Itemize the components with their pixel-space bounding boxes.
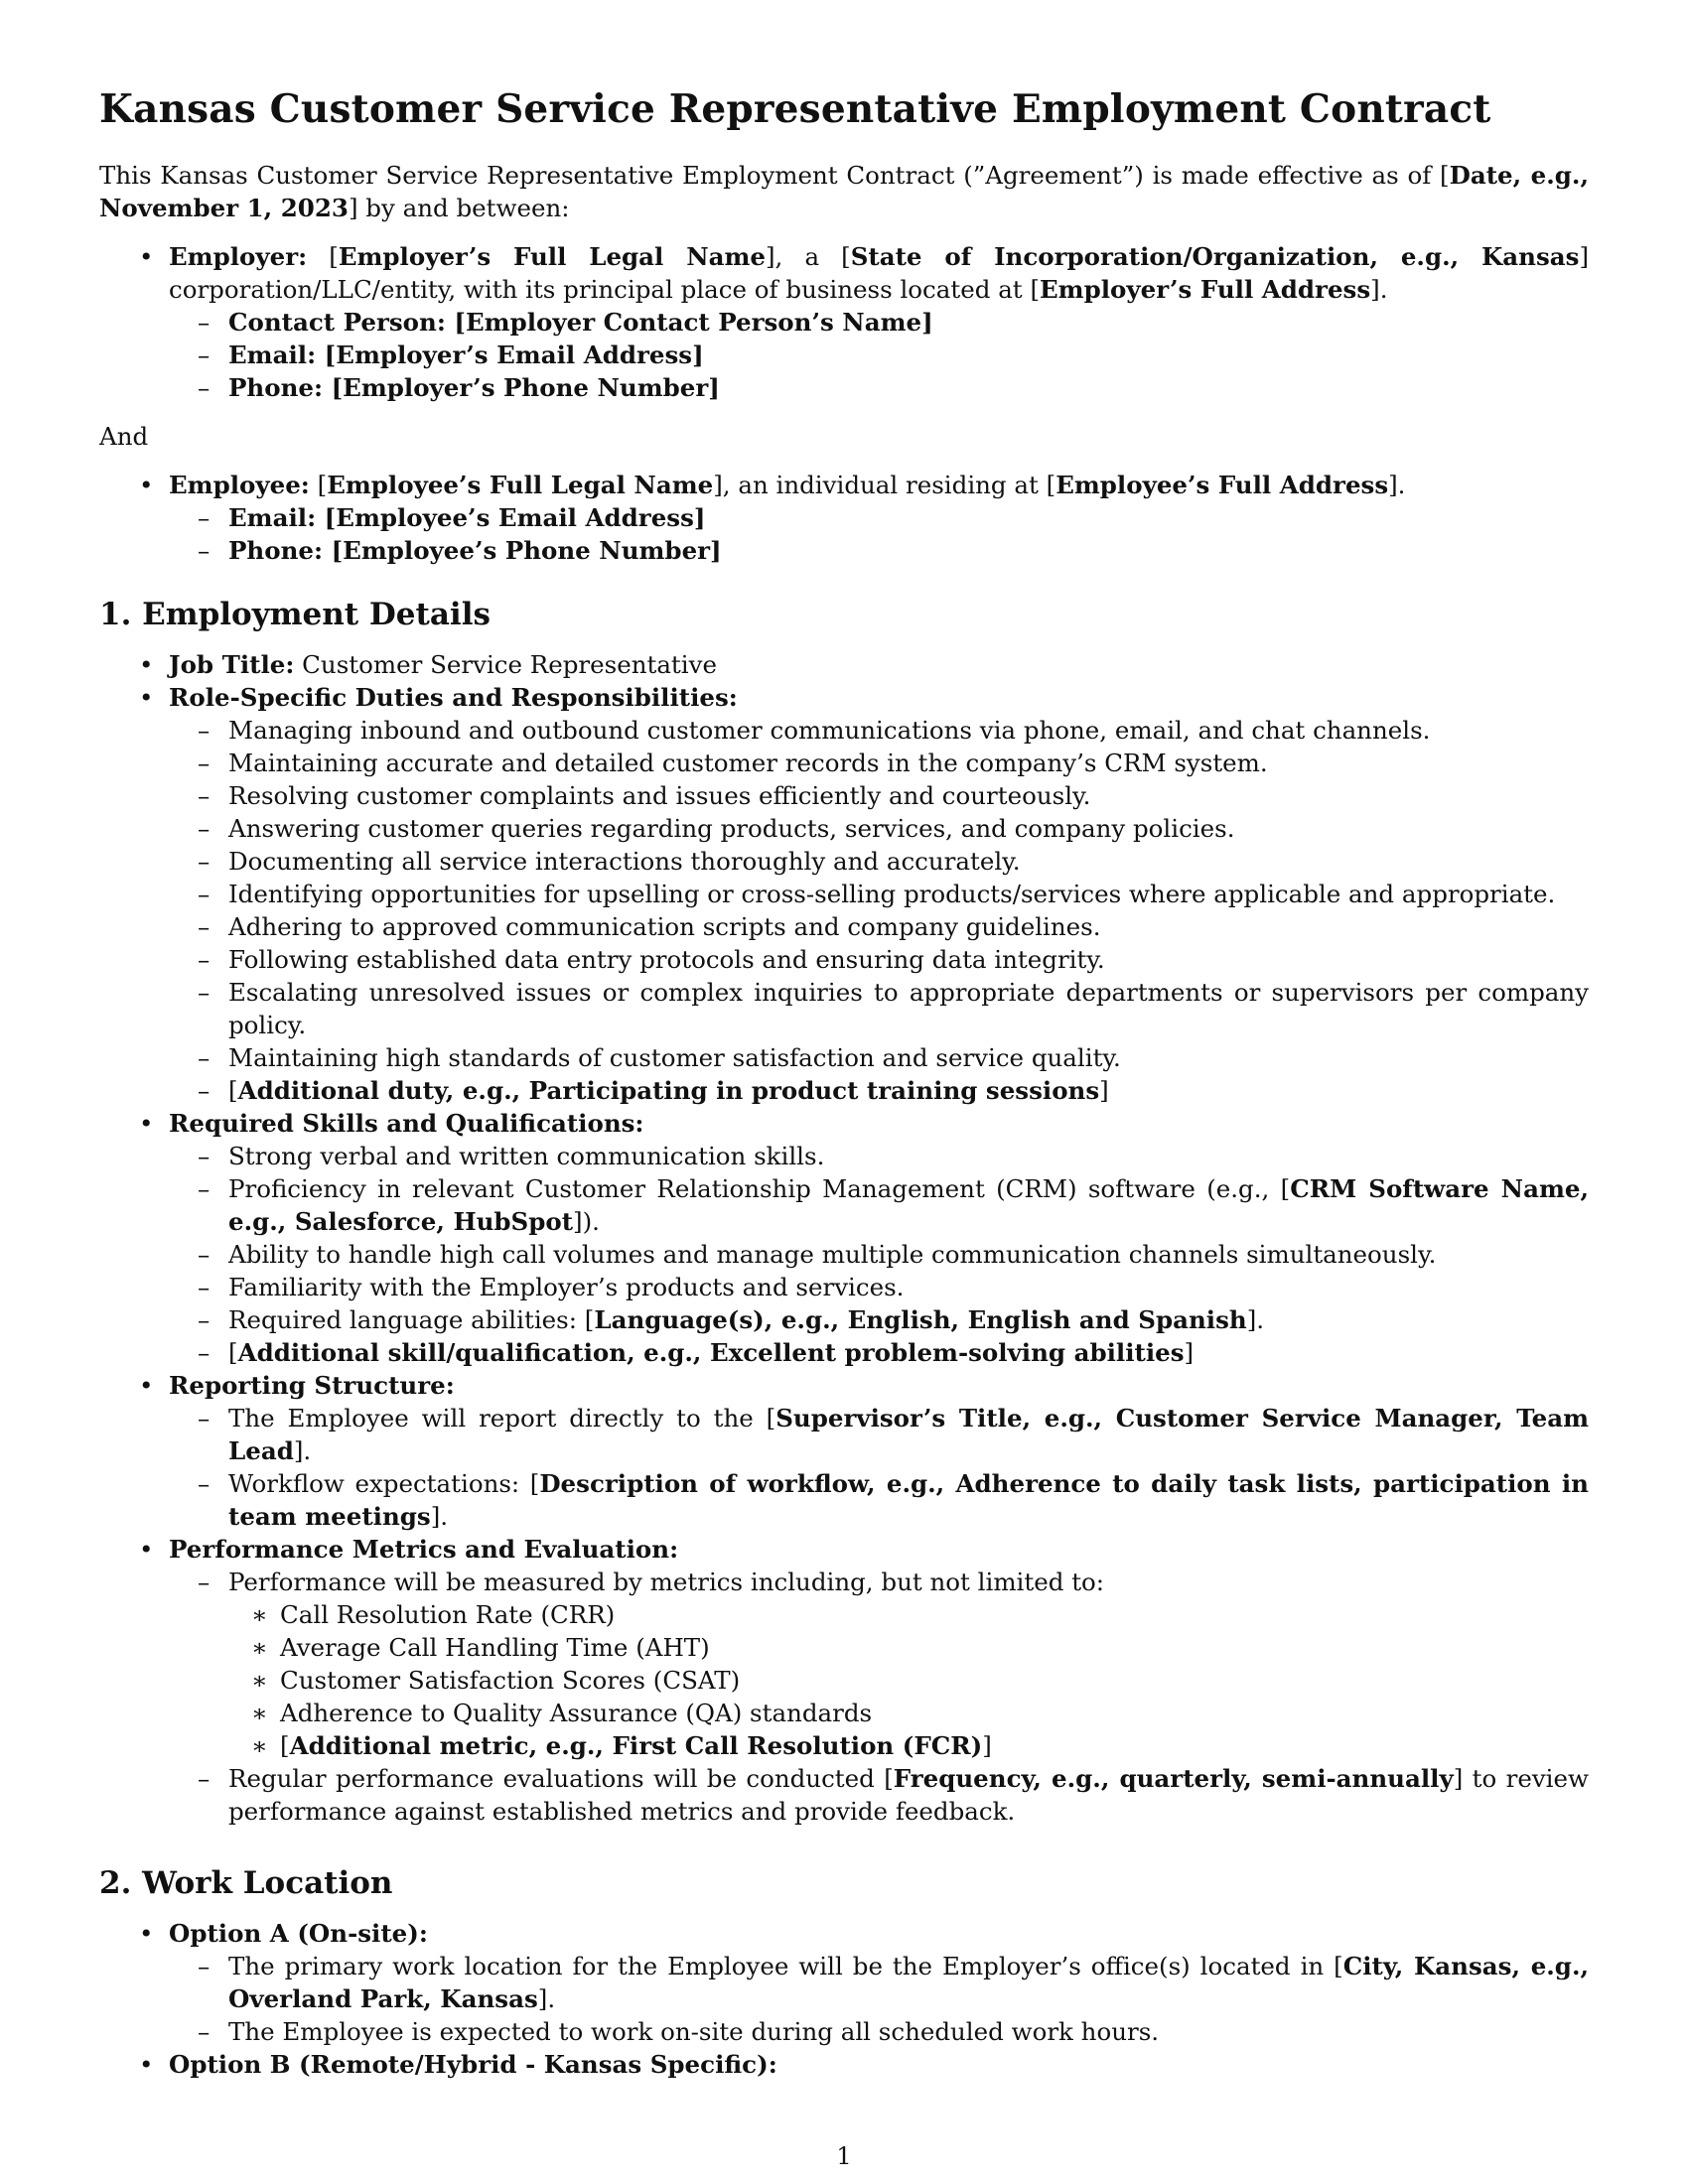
skill-item: – Strong verbal and written communication skills. [99, 1140, 1589, 1172]
workflow-item: – Workflow expectations: [Description of workflow, e.g., Adherence to daily task lists, participation in team meetings]. [99, 1467, 1589, 1533]
employee-name-placeholder: Employee’s Full Legal Name [327, 471, 714, 499]
employer-address-placeholder: Employer’s Full Address [1040, 275, 1371, 304]
employee-email-item: – Email: [Employee’s Email Address] [99, 501, 1589, 534]
skill-item: – Ability to handle high call volumes and manage multiple communication channels simultaneously. [99, 1238, 1589, 1271]
employment-details-list [99, 648, 1589, 1828]
effective-date-placeholder: Date, e.g., November 1, 2023 [99, 161, 1589, 222]
skill-crm-item: – Proficiency in relevant Customer Relationship Management (CRM) software (e.g., [CRM Software Name, e.g., Salesforce, HubSpot]). [99, 1172, 1589, 1238]
duty-item: – Managing inbound and outbound customer communications via phone, email, and chat channels. [99, 714, 1589, 747]
onsite-location-item: – The primary work location for the Employee will be the Employer’s office(s) located in [City, Kansas, e.g., Overland Park, Kansas]. [99, 1950, 1589, 2015]
skills-heading-item: • Required Skills and Qualifications: [99, 1107, 1589, 1140]
employee-list [99, 469, 1589, 567]
option-a-item: • Option A (On-site): [99, 1917, 1589, 1950]
duty-item: – Answering customer queries regarding products, services, and company policies. [99, 812, 1589, 845]
performance-heading-item: • Performance Metrics and Evaluation: [99, 1533, 1589, 1566]
intro-paragraph [99, 159, 1589, 224]
duty-item: – Resolving customer complaints and issues efficiently and courteously. [99, 779, 1589, 812]
duty-item: – Documenting all service interactions thoroughly and accurately. [99, 845, 1589, 878]
employee-phone-item: – Phone: [Employee’s Phone Number] [99, 534, 1589, 567]
skill-additional-item: – [Additional skill/qualification, e.g., Excellent problem-solving abilities] [99, 1336, 1589, 1369]
reporting-supervisor-item: – The Employee will report directly to the [Supervisor’s Title, e.g., Customer Service Manager, Team Lead]. [99, 1402, 1589, 1467]
employee-address-placeholder: Employee’s Full Address [1055, 471, 1389, 499]
employer-list [99, 240, 1589, 404]
option-b-item: • Option B (Remote/Hybrid - Kansas Specific): [99, 2048, 1589, 2081]
duty-item: – Escalating unresolved issues or complex inquiries to appropriate departments or supervisors per company policy. [99, 976, 1589, 1041]
document-page [99, 85, 1589, 2081]
section-heading-employment-details: 1. Employment Details [99, 597, 491, 632]
page-number: 1 [836, 2142, 852, 2170]
intro-text: This Kansas Customer Service Representative Employment Contract (”Agreement”) is made effective as of [ [99, 161, 1450, 190]
reporting-heading-item: • Reporting Structure: [99, 1369, 1589, 1402]
employee-item: • Employee: [Employee’s Full Legal Name], an individual residing at [Employee’s Full Address]. [99, 469, 1589, 501]
intro-text-end: ] by and between: [348, 194, 570, 222]
employer-email-item: – Email: [Employer’s Email Address] [99, 339, 1589, 371]
metric-item: ∗ Average Call Handling Time (AHT) [99, 1631, 1589, 1664]
metric-additional-item: ∗ [Additional metric, e.g., First Call Resolution (FCR)] [99, 1729, 1589, 1762]
skill-language-item: – Required language abilities: [Language(s), e.g., English, English and Spanish]. [99, 1303, 1589, 1336]
employer-label: Employer: [169, 242, 308, 271]
duties-heading-item: • Role-Specific Duties and Responsibilities: [99, 681, 1589, 714]
employer-phone-item: – Phone: [Employer’s Phone Number] [99, 371, 1589, 404]
section-heading-work-location: 2. Work Location [99, 1865, 393, 1901]
work-location-list [99, 1917, 1589, 2081]
duty-item: – Adhering to approved communication scripts and company guidelines. [99, 910, 1589, 943]
document-title: Kansas Customer Service Representative Employment Contract [99, 86, 1491, 132]
metrics-intro-item: – Performance will be measured by metrics including, but not limited to: [99, 1566, 1589, 1598]
metric-item: ∗ Call Resolution Rate (CRR) [99, 1598, 1589, 1631]
metric-item: ∗ Adherence to Quality Assurance (QA) standards [99, 1697, 1589, 1729]
employer-state-placeholder: State of Incorporation/Organization, e.g., Kansas [850, 242, 1580, 271]
employer-name-placeholder: Employer’s Full Legal Name [338, 242, 766, 271]
duty-item: – Maintaining accurate and detailed customer records in the company’s CRM system. [99, 747, 1589, 779]
job-title-item: • Job Title: Customer Service Representative [99, 648, 1589, 681]
duty-additional-item: – [Additional duty, e.g., Participating in product training sessions] [99, 1074, 1589, 1107]
and-connector: And [99, 422, 149, 451]
employer-contact-item: – Contact Person: [Employer Contact Person’s Name] [99, 306, 1589, 339]
duty-item: – Maintaining high standards of customer satisfaction and service quality. [99, 1041, 1589, 1074]
employer-item: • Employer: [Employer’s Full Legal Name], a [State of Incorporation/Organization, e.g., Kansas] corporation/LLC/entity, with its principal place of business located at [Employer’s Full Address]. [99, 240, 1589, 306]
evaluation-item: – Regular performance evaluations will be conducted [Frequency, e.g., quarterly, semi-annually] to review performance against established metrics and provide feedback. [99, 1762, 1589, 1828]
skill-item: – Familiarity with the Employer’s products and services. [99, 1271, 1589, 1303]
duty-item: – Following established data entry protocols and ensuring data integrity. [99, 943, 1589, 976]
metric-item: ∗ Customer Satisfaction Scores (CSAT) [99, 1664, 1589, 1697]
duty-item: – Identifying opportunities for upselling or cross-selling products/services where applicable and appropriate. [99, 878, 1589, 910]
onsite-hours-item: – The Employee is expected to work on-site during all scheduled work hours. [99, 2015, 1589, 2048]
employee-label: Employee: [169, 471, 310, 499]
